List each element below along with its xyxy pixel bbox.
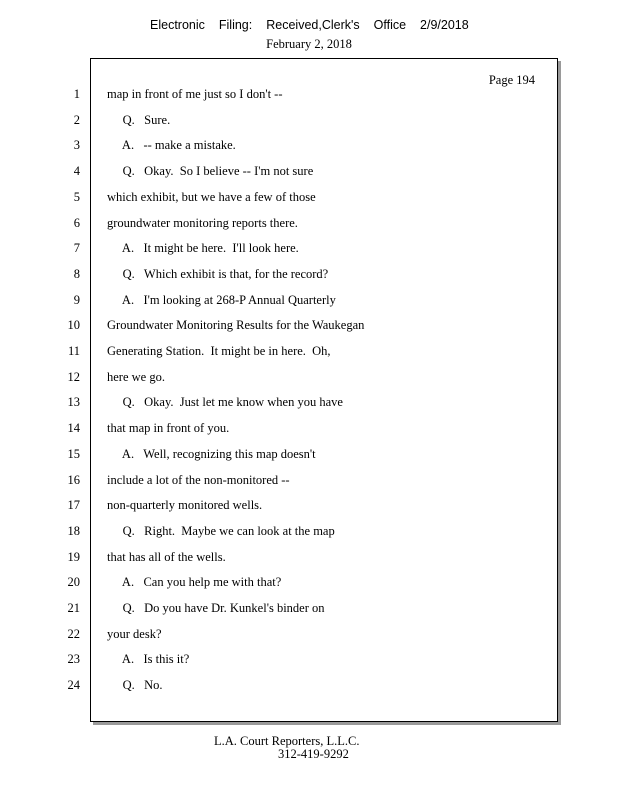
line-number: 9	[73, 293, 80, 307]
filing-electronic: Electronic	[150, 18, 205, 32]
transcript-line	[0, 370, 618, 388]
line-text: Q. No.	[107, 678, 163, 692]
line-text: Generating Station. It might be in here. Oh,	[107, 344, 331, 358]
line-number: 17	[67, 498, 80, 512]
transcript-date: February 2, 2018	[266, 37, 352, 51]
transcript-line	[0, 164, 618, 182]
line-number: 1	[73, 87, 80, 101]
line-text: groundwater monitoring reports there.	[107, 216, 298, 230]
line-text: Q. Which exhibit is that, for the record?	[107, 267, 329, 281]
transcript-line	[0, 138, 618, 156]
line-text: here we go.	[107, 370, 165, 384]
line-number: 22	[67, 627, 80, 641]
line-number: 2	[73, 113, 80, 127]
line-text: Q. Okay. So I believe -- I'm not sure	[107, 164, 314, 178]
line-text: which exhibit, but we have a few of those	[107, 190, 316, 204]
filing-office: Office	[373, 18, 407, 32]
transcript-line	[0, 652, 618, 670]
line-text: A. Can you help me with that?	[107, 575, 282, 589]
line-text: A. It might be here. I'll look here.	[107, 241, 299, 255]
transcript-line	[0, 601, 618, 619]
line-text: A. Well, recognizing this map doesn't	[107, 447, 316, 461]
line-text: A. I'm looking at 268-P Annual Quarterly	[107, 293, 336, 307]
line-number: 18	[67, 524, 80, 538]
line-text: Q. Sure.	[107, 113, 171, 127]
transcript-line	[0, 627, 618, 645]
line-number: 7	[73, 241, 80, 255]
line-number: 24	[67, 678, 80, 692]
filing-label: Filing:	[218, 18, 253, 32]
transcript-line	[0, 216, 618, 234]
line-number: 20	[67, 575, 80, 589]
transcript-line	[0, 498, 618, 516]
line-text: that map in front of you.	[107, 421, 230, 435]
filing-stamp	[150, 18, 483, 32]
reporter-company: L.A. Court Reporters, L.L.C.	[214, 734, 360, 748]
transcript-line	[0, 318, 618, 336]
line-text: map in front of me just so I don't --	[107, 87, 283, 101]
transcript-line	[0, 421, 618, 439]
line-text: non-quarterly monitored wells.	[107, 498, 263, 512]
line-text: Q. Okay. Just let me know when you have	[107, 395, 343, 409]
transcript-line	[0, 575, 618, 593]
line-number: 14	[67, 421, 80, 435]
line-text: your desk?	[107, 627, 162, 641]
line-text: A. Is this it?	[107, 652, 190, 666]
line-text: Q. Do you have Dr. Kunkel's binder on	[107, 601, 325, 615]
transcript-line	[0, 113, 618, 131]
line-number: 16	[67, 473, 80, 487]
line-text: that has all of the wells.	[107, 550, 226, 564]
line-number: 4	[73, 164, 80, 178]
line-text: Q. Right. Maybe we can look at the map	[107, 524, 335, 538]
transcript-line	[0, 190, 618, 208]
line-number: 15	[67, 447, 80, 461]
transcript-page	[90, 58, 558, 722]
line-number: 6	[73, 216, 80, 230]
transcript-line	[0, 473, 618, 491]
line-text: A. -- make a mistake.	[107, 138, 236, 152]
transcript-line	[0, 267, 618, 285]
transcript-line	[0, 293, 618, 311]
transcript-line	[0, 524, 618, 542]
filing-received: Received,Clerk's	[266, 18, 360, 32]
line-number: 21	[67, 601, 80, 615]
transcript-line	[0, 87, 618, 105]
line-number: 5	[73, 190, 80, 204]
transcript-line	[0, 395, 618, 413]
line-number: 11	[67, 344, 80, 358]
line-number: 10	[67, 318, 80, 332]
reporter-phone: 312-419-9292	[278, 747, 349, 761]
transcript-line	[0, 447, 618, 465]
line-text: include a lot of the non-monitored --	[107, 473, 290, 487]
transcript-line	[0, 678, 618, 696]
line-number: 3	[73, 138, 80, 152]
line-text: Groundwater Monitoring Results for the Waukegan	[107, 318, 365, 332]
transcript-line	[0, 344, 618, 362]
line-number: 19	[67, 550, 80, 564]
transcript-line	[0, 241, 618, 259]
line-number: 23	[67, 652, 80, 666]
page-number: Page 194	[488, 73, 535, 87]
line-number: 12	[67, 370, 80, 384]
transcript-line	[0, 550, 618, 568]
filing-date-stamp: 2/9/2018	[420, 18, 469, 32]
line-number: 8	[73, 267, 80, 281]
line-number: 13	[67, 395, 80, 409]
